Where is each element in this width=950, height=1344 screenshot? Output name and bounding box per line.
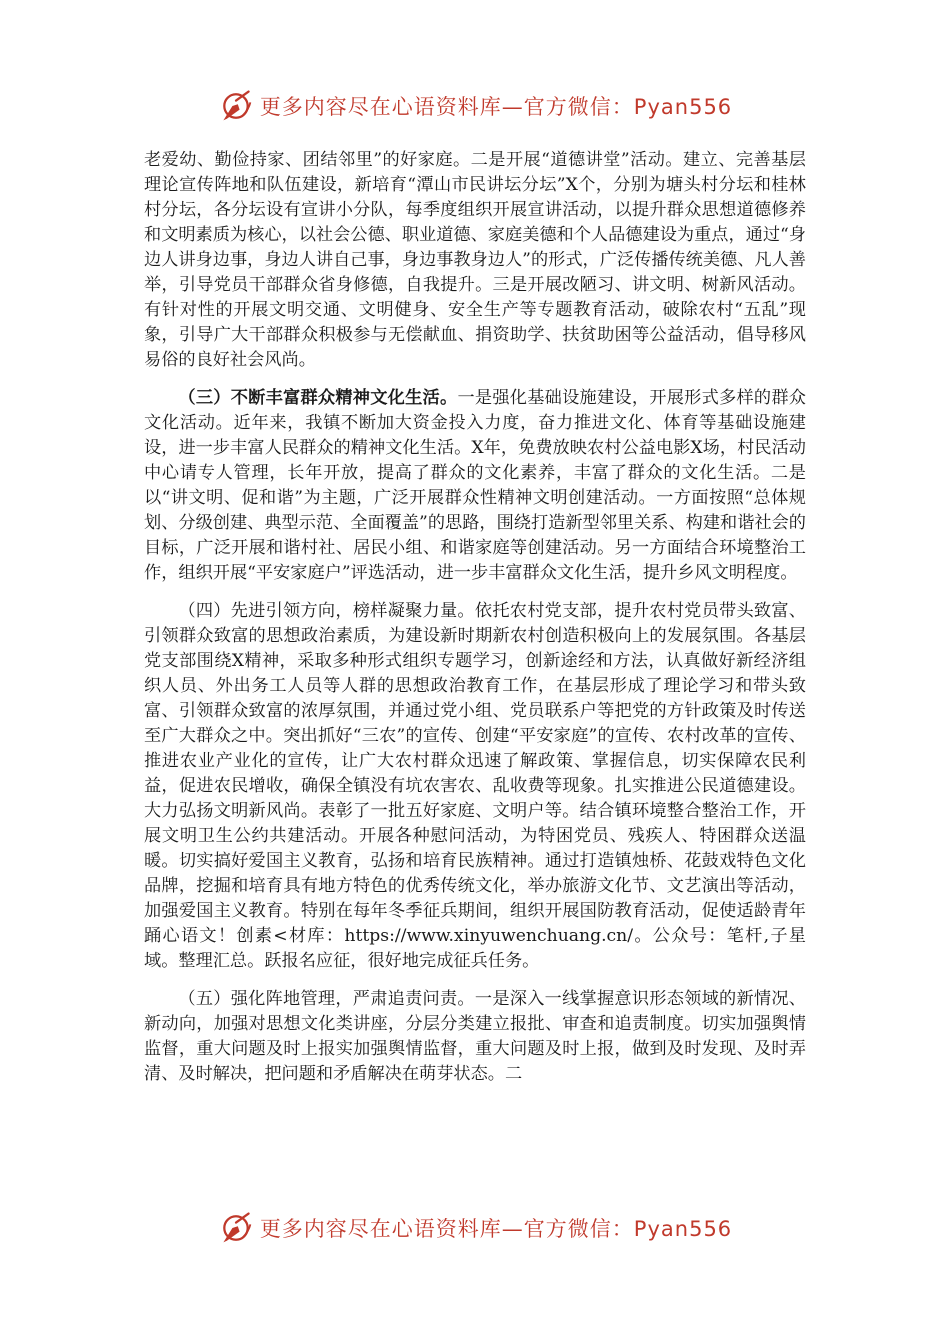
paragraph-3-text: （四）先进引领方向，榜样凝聚力量。依托农村党支部，提升农村党员带头致富、引领群众致富的思想政治素质，为建设新时期新农村创造积极向上的发展氛围。各基层党支部围绕X精神，采取多种形式组织专题学习，创新途经和方法，认真做好新经济组织人员、外出务工人员等人群的思想政治教育工作，在基层形成了理论学习和带头致富、引领群众致富的浓厚氛围，并通过党小组、党员联系户等把党的方针政策及时传送至广大群众之中。突出抓好“三农”的宣传、创建“平安家庭”的宣传、农村改革的宣传、推进农业产业化的宣传，让广大农村群众迅速了解政策、掌握信息，切实保障农民利益，促进农民增收，确保全镇没有坑农害农、乱收费等现象。扎实推进公民道德建设。大力弘扬文明新风尚。表彰了一批五好家庭、文明户等。结合镇环境整合整治工作，开展文明卫生公约共建活动。开展各种慰问活动，为特困党员、残疾人、特困群众送温暖。切实搞好爱国主义教育，弘扬和培育民族精神。通过打造镇烛桥、花鼓戏特色文化品牌，挖掘和培育具有地方特色的优秀传统文化，举办旅游文化节、文艺演出等活动，加强爱国主义教育。特别在每年冬季征兵期间，组织开展国防教育活动，促使适龄青年踊心语文！创素<材库：https://www.xinyuwenchuang.cn/。公众号：笔杆,子星域。整理汇总。跃报名应征，很好地完成征兵任务。	[144, 601, 806, 971]
paragraph-1	[144, 148, 806, 373]
pen-logo-icon	[218, 88, 254, 124]
header-banner-text: 更多内容尽在心语资料库—官方微信：Pyan556	[259, 95, 733, 119]
paragraph-4	[144, 987, 806, 1087]
paragraph-3	[144, 599, 806, 974]
document-body	[144, 148, 806, 1100]
paragraph-2-text: 一是强化基础设施建设，开展形式多样的群众文化活动。近年来，我镇不断加大资金投入力度，奋力推进文化、体育等基础设施建设，进一步丰富人民群众的精神文化生活。X年，免费放映农村公益电影X场，村民活动中心请专人管理，长年开放，提高了群众的文化素养，丰富了群众的文化生活。二是以“讲文明、促和谐”为主题，广泛开展群众性精神文明创建活动。一方面按照“总体规划、分级创建、典型示范、全面覆盖”的思路，围绕打造新型邻里关系、构建和谐社会的目标，广泛开展和谐村社、居民小组、和谐家庭等创建活动。另一方面结合环境整治工作，组织开展“平安家庭户”评选活动，进一步丰富群众文化生活，提升乡风文明程度。	[144, 388, 806, 583]
pen-logo-icon	[218, 1210, 254, 1246]
footer-banner	[0, 1206, 950, 1250]
paragraph-1-text: 老爱幼、勤俭持家、团结邻里”的好家庭。二是开展“道德讲堂”活动。建立、完善基层理论宣传阵地和队伍建设，新培育“潭山市民讲坛分坛”X个，分别为塘头村分坛和桂林村分坛，各分坛设有宣讲小分队，每季度组织开展宣讲活动，以提升群众思想道德修养和文明素质为核心，以社会公德、职业道德、家庭美德和个人品德建设为重点，通过“身边人讲身边事，身边人讲自己事，身边事教身边人”的形式，广泛传播传统美德、凡人善举，引导党员干部群众省身修德，自我提升。三是开展改陋习、讲文明、树新风活动。有针对性的开展文明交通、文明健身、安全生产等专题教育活动，破除农村“五乱”现象，引导广大干部群众积极参与无偿献血、捐资助学、扶贫助困等公益活动，倡导移风易俗的良好社会风尚。	[144, 150, 806, 370]
paragraph-4-text: （五）强化阵地管理，严肃追责问责。一是深入一线掌握意识形态领域的新情况、新动向，加强对思想文化类讲座，分层分类建立报批、审查和追责制度。切实加强舆情监督，重大问题及时上报实加强舆情监督，重大问题及时上报，做到及时发现、及时弄清、及时解决，把问题和矛盾解决在萌芽状态。二	[144, 989, 806, 1084]
footer-banner-text: 更多内容尽在心语资料库—官方微信：Pyan556	[259, 1217, 733, 1241]
section-heading-3: （三）不断丰富群众精神文化生活。	[178, 388, 458, 408]
paragraph-2	[144, 386, 806, 586]
header-banner	[0, 84, 950, 128]
